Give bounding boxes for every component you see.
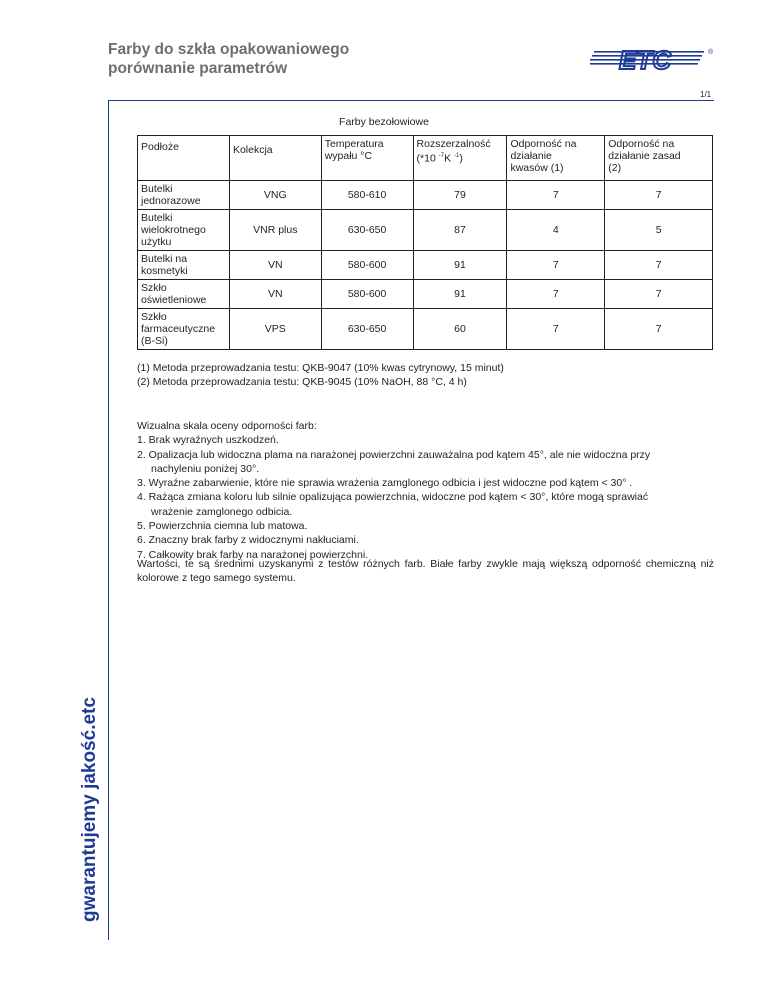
scale-item-7: 7. Całkowity brak farby na narażonej powierzchni. <box>137 548 369 561</box>
cell-temperature: 630-650 <box>321 210 413 251</box>
cell-expansion: 91 <box>413 280 507 309</box>
table-row <box>138 181 713 210</box>
header-acid-resistance: Odporność na działanie kwasów (1) <box>507 136 605 181</box>
cell-temperature: 580-610 <box>321 181 413 210</box>
cell-collection: VNG <box>229 181 321 210</box>
cell-alkali: 5 <box>605 210 713 251</box>
table-row <box>138 280 713 309</box>
scale-item-5: 5. Powierzchnia ciemna lub matowa. <box>137 520 308 533</box>
header-divider <box>108 100 714 101</box>
cell-temperature: 630-650 <box>321 309 413 350</box>
cell-acid: 7 <box>507 280 605 309</box>
cell-substrate: Butelki wielokrotnego użytku <box>138 210 230 251</box>
page-number: 1/1 <box>700 90 712 99</box>
resistance-scale <box>137 419 714 562</box>
registered-mark: ® <box>708 49 714 56</box>
cell-acid: 7 <box>507 251 605 280</box>
header-collection: Kolekcja <box>229 136 321 181</box>
cell-collection: VNR plus <box>229 210 321 251</box>
paint-comparison-table <box>137 135 713 350</box>
scale-item-4-cont: wrażenie zamglonego odbicia. <box>151 505 293 518</box>
scale-item-4: 4. Rażąca zmiana koloru lub silnie opalizująca powierzchnia, widoczne pod kątem < 30°, które mogą sprawiać <box>137 491 649 504</box>
cell-alkali: 7 <box>605 251 713 280</box>
cell-acid: 4 <box>507 210 605 251</box>
table-caption: Farby bezołowiowe <box>339 116 429 128</box>
cell-collection: VN <box>229 280 321 309</box>
cell-temperature: 580-600 <box>321 251 413 280</box>
scale-item-6: 6. Znaczny brak farby z widocznymi nakłuciami. <box>137 534 359 547</box>
scale-item-3: 3. Wyraźne zabarwienie, które nie sprawia wrażenia zamglonego odbicia i jest widoczne pod kątem < 30° . <box>137 477 633 490</box>
table-row <box>138 210 713 251</box>
header-temperature: Temperatura wypału °C <box>321 136 413 181</box>
cell-collection: VPS <box>229 309 321 350</box>
cell-expansion: 60 <box>413 309 507 350</box>
cell-expansion: 87 <box>413 210 507 251</box>
table-header-row <box>138 136 713 181</box>
scale-item-1: 1. Brak wyraźnych uszkodzeń. <box>137 434 279 447</box>
cell-temperature: 580-600 <box>321 280 413 309</box>
cell-substrate: Butelki na kosmetyki <box>138 251 230 280</box>
cell-acid: 7 <box>507 309 605 350</box>
title-line-1: Farby do szkła opakowaniowego <box>108 41 350 58</box>
table-row <box>138 309 713 350</box>
test-method-notes <box>137 362 717 389</box>
title-line-2: porównanie parametrów <box>108 60 288 77</box>
cell-expansion: 91 <box>413 251 507 280</box>
cell-substrate: Szkło farmaceutyczne (B-Si) <box>138 309 230 350</box>
scale-item-2-cont: nachyleniu poniżej 30°. <box>151 462 260 475</box>
document-title <box>108 40 349 78</box>
side-divider <box>108 100 109 940</box>
side-slogan: gwarantujemy jakość.etc <box>79 697 100 922</box>
note-2: (2) Metoda przeprowadzania testu: QKB-9045 (10% NaOH, 88 °C, 4 h) <box>137 375 467 388</box>
header-substrate: Podłoże <box>138 136 230 181</box>
header-alkali-resistance: Odporność na działanie zasad (2) <box>605 136 713 181</box>
cell-substrate: Szkło oświetleniowe <box>138 280 230 309</box>
cell-collection: VN <box>229 251 321 280</box>
cell-acid: 7 <box>507 181 605 210</box>
etc-logo <box>590 45 714 73</box>
scale-title: Wizualna skala oceny odporności farb: <box>137 420 317 432</box>
cell-alkali: 7 <box>605 309 713 350</box>
scale-item-2: 2. Opalizacja lub widoczna plama na narażonej powierzchni zauważalna pod kątem 45°, ale nie widoczna przy <box>137 448 651 461</box>
values-note: Wartości, te są średnimi uzyskanymi z testów różnych farb. Białe farby zwykle mają większą odporność chemiczną niż kolorowe z tego samego systemu. <box>137 558 714 585</box>
table-row <box>138 251 713 280</box>
cell-expansion: 79 <box>413 181 507 210</box>
cell-alkali: 7 <box>605 280 713 309</box>
header-expansion: Rozszerzalność (*10 $^{-7}$K $^{-1}$) <box>413 136 507 181</box>
logo-text: ETC <box>619 45 671 73</box>
cell-substrate: Butelki jednorazowe <box>138 181 230 210</box>
cell-alkali: 7 <box>605 181 713 210</box>
note-1: (1) Metoda przeprowadzania testu: QKB-9047 (10% kwas cytrynowy, 15 minut) <box>137 362 504 374</box>
